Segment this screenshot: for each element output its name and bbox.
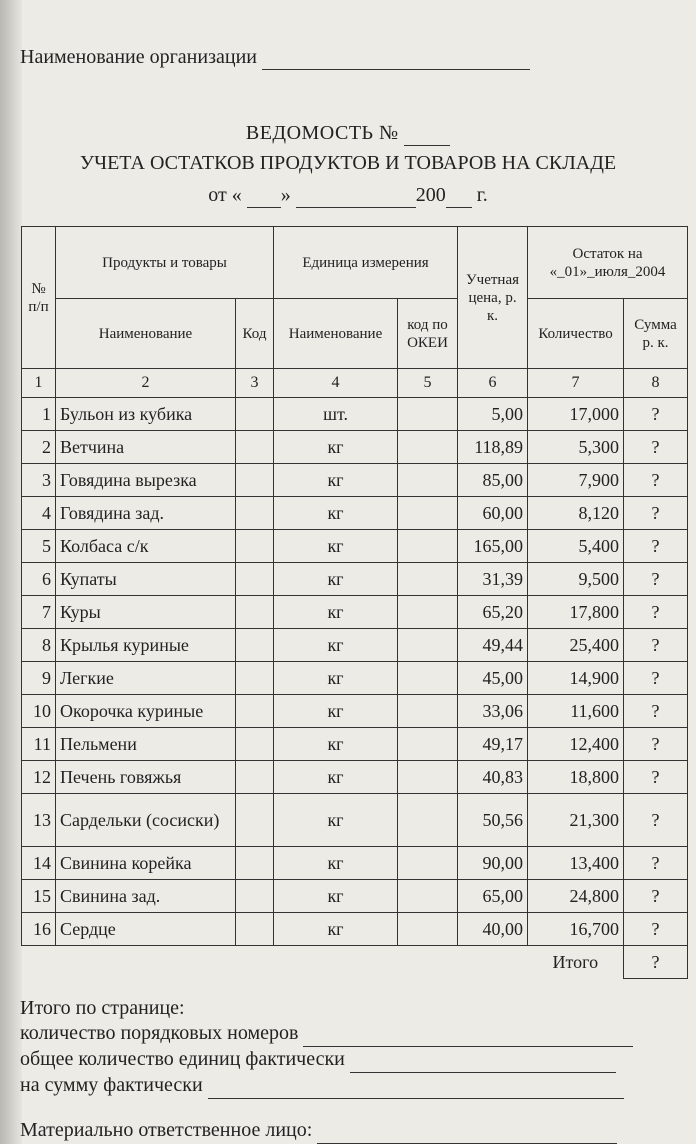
- cell-product-name: Ветчина: [56, 431, 236, 464]
- cell-rownum: 1: [22, 398, 56, 431]
- cell-okei: [398, 847, 458, 880]
- table-row: [22, 913, 688, 946]
- footer-block: [20, 996, 633, 1099]
- cell-product-name: Окорочка куриные: [56, 695, 236, 728]
- cell-okei: [398, 629, 458, 662]
- cell-price: 49,17: [458, 728, 528, 761]
- cell-rownum: 16: [22, 913, 56, 946]
- cell-quantity: 16,700: [528, 913, 624, 946]
- cell-okei: [398, 794, 458, 847]
- document-title: ВЕДОМОСТЬ №: [0, 122, 696, 146]
- table-row: [22, 662, 688, 695]
- cell-product-name: Пельмени: [56, 728, 236, 761]
- cell-unit: кг: [274, 880, 398, 913]
- cell-quantity: 25,400: [528, 629, 624, 662]
- cell-sum: ?: [624, 596, 688, 629]
- cell-sum: ?: [624, 695, 688, 728]
- cell-rownum: 3: [22, 464, 56, 497]
- cell-quantity: 13,400: [528, 847, 624, 880]
- cell-quantity: 7,900: [528, 464, 624, 497]
- cell-okei: [398, 398, 458, 431]
- cell-sum: ?: [624, 530, 688, 563]
- total-row: [22, 946, 688, 979]
- cell-okei: [398, 563, 458, 596]
- cell-product-name: Куры: [56, 596, 236, 629]
- table-row: [22, 880, 688, 913]
- cell-code: [236, 662, 274, 695]
- cell-rownum: 13: [22, 794, 56, 847]
- organization-blank: [262, 46, 530, 70]
- cell-sum: ?: [624, 847, 688, 880]
- cell-unit: кг: [274, 695, 398, 728]
- cell-price: 60,00: [458, 497, 528, 530]
- header-unit-name: Наименование: [274, 299, 398, 369]
- cell-rownum: 8: [22, 629, 56, 662]
- cell-quantity: 8,120: [528, 497, 624, 530]
- cell-unit: кг: [274, 847, 398, 880]
- cell-sum: ?: [624, 398, 688, 431]
- cell-unit: кг: [274, 794, 398, 847]
- cell-sum: ?: [624, 913, 688, 946]
- organization-line: [20, 46, 530, 70]
- cell-product-name: Говядина зад.: [56, 497, 236, 530]
- cell-product-name: Говядина вырезка: [56, 464, 236, 497]
- cell-sum: ?: [624, 794, 688, 847]
- cell-product-name: Купаты: [56, 563, 236, 596]
- cell-okei: [398, 761, 458, 794]
- table-row: [22, 530, 688, 563]
- cell-price: 118,89: [458, 431, 528, 464]
- cell-quantity: 9,500: [528, 563, 624, 596]
- cell-code: [236, 880, 274, 913]
- cell-sum: ?: [624, 629, 688, 662]
- header-quantity: Количество: [528, 299, 624, 369]
- header-products: Продукты и товары: [56, 227, 274, 299]
- cell-price: 165,00: [458, 530, 528, 563]
- cell-price: 85,00: [458, 464, 528, 497]
- cell-rownum: 12: [22, 761, 56, 794]
- footer-row-count: количество порядковых номеров: [20, 1021, 633, 1047]
- cell-okei: [398, 464, 458, 497]
- document-subtitle: УЧЕТА ОСТАТКОВ ПРОДУКТОВ И ТОВАРОВ НА СКЛАДЕ: [79, 152, 617, 174]
- cell-quantity: 21,300: [528, 794, 624, 847]
- table-row: [22, 629, 688, 662]
- cell-product-name: Печень говяжья: [56, 761, 236, 794]
- footer-unit-count: общее количество единиц фактически: [20, 1047, 633, 1073]
- cell-sum: ?: [624, 464, 688, 497]
- footer-page-total: Итого по странице:: [20, 997, 185, 1019]
- cell-okei: [398, 662, 458, 695]
- cell-rownum: 10: [22, 695, 56, 728]
- cell-product-name: Сардельки (сосиски): [56, 794, 236, 847]
- cell-rownum: 9: [22, 662, 56, 695]
- cell-quantity: 14,900: [528, 662, 624, 695]
- cell-quantity: 5,300: [528, 431, 624, 464]
- cell-code: [236, 761, 274, 794]
- cell-rownum: 2: [22, 431, 56, 464]
- cell-quantity: 24,800: [528, 880, 624, 913]
- cell-sum: ?: [624, 728, 688, 761]
- table-row: [22, 497, 688, 530]
- cell-sum: ?: [624, 880, 688, 913]
- cell-okei: [398, 880, 458, 913]
- table-body: [22, 398, 688, 946]
- cell-product-name: Свинина корейка: [56, 847, 236, 880]
- header-rownum: № п/п: [22, 227, 56, 369]
- cell-unit: кг: [274, 596, 398, 629]
- cell-price: 65,00: [458, 880, 528, 913]
- cell-code: [236, 464, 274, 497]
- cell-price: 90,00: [458, 847, 528, 880]
- cell-okei: [398, 530, 458, 563]
- cell-rownum: 4: [22, 497, 56, 530]
- cell-unit: шт.: [274, 398, 398, 431]
- cell-rownum: 7: [22, 596, 56, 629]
- cell-sum: ?: [624, 497, 688, 530]
- cell-code: [236, 913, 274, 946]
- cell-code: [236, 563, 274, 596]
- header-product-name: Наименование: [56, 299, 236, 369]
- cell-price: 49,44: [458, 629, 528, 662]
- cell-product-name: Легкие: [56, 662, 236, 695]
- column-number-row: 1 2 3 4 5 6 7 8: [22, 369, 688, 398]
- cell-price: 40,83: [458, 761, 528, 794]
- cell-code: [236, 695, 274, 728]
- cell-unit: кг: [274, 913, 398, 946]
- table-row: [22, 728, 688, 761]
- cell-rownum: 6: [22, 563, 56, 596]
- cell-unit: кг: [274, 728, 398, 761]
- cell-code: [236, 847, 274, 880]
- responsible-line: Материально ответственное лицо:: [20, 1118, 617, 1144]
- table-row: [22, 761, 688, 794]
- cell-okei: [398, 728, 458, 761]
- total-label: Итого: [552, 951, 599, 972]
- cell-quantity: 11,600: [528, 695, 624, 728]
- cell-unit: кг: [274, 431, 398, 464]
- cell-price: 31,39: [458, 563, 528, 596]
- header-balance: Остаток на «_01»_июля_2004: [528, 227, 688, 299]
- header-unit: Единица измерения: [274, 227, 458, 299]
- document-number-blank: [404, 122, 450, 146]
- cell-product-name: Свинина зад.: [56, 880, 236, 913]
- cell-code: [236, 794, 274, 847]
- cell-price: 5,00: [458, 398, 528, 431]
- table-row: [22, 596, 688, 629]
- header-price: Учетная цена, р. к.: [458, 227, 528, 369]
- cell-product-name: Бульон из кубика: [56, 398, 236, 431]
- cell-quantity: 5,400: [528, 530, 624, 563]
- cell-rownum: 15: [22, 880, 56, 913]
- cell-price: 65,20: [458, 596, 528, 629]
- cell-unit: кг: [274, 497, 398, 530]
- cell-unit: кг: [274, 761, 398, 794]
- table-row: [22, 794, 688, 847]
- day-blank: [247, 184, 281, 208]
- table-row: [22, 847, 688, 880]
- header-code: Код: [236, 299, 274, 369]
- cell-sum: ?: [624, 431, 688, 464]
- cell-price: 33,06: [458, 695, 528, 728]
- cell-sum: ?: [624, 662, 688, 695]
- stock-table: [21, 226, 688, 979]
- year-blank: [446, 184, 472, 208]
- cell-code: [236, 431, 274, 464]
- cell-rownum: 14: [22, 847, 56, 880]
- cell-price: 40,00: [458, 913, 528, 946]
- cell-unit: кг: [274, 563, 398, 596]
- cell-unit: кг: [274, 464, 398, 497]
- cell-sum: ?: [624, 563, 688, 596]
- total-sum: ?: [624, 946, 688, 979]
- table-row: [22, 464, 688, 497]
- cell-code: [236, 596, 274, 629]
- table-row: [22, 398, 688, 431]
- cell-product-name: Колбаса с/к: [56, 530, 236, 563]
- cell-code: [236, 728, 274, 761]
- table-row: [22, 695, 688, 728]
- cell-code: [236, 629, 274, 662]
- table-row: [22, 431, 688, 464]
- cell-price: 50,56: [458, 794, 528, 847]
- header-okei: код по ОКЕИ: [398, 299, 458, 369]
- footer-sum: на сумму фактически: [20, 1073, 633, 1099]
- cell-product-name: Сердце: [56, 913, 236, 946]
- cell-okei: [398, 913, 458, 946]
- month-blank: [296, 184, 416, 208]
- cell-price: 45,00: [458, 662, 528, 695]
- cell-quantity: 17,800: [528, 596, 624, 629]
- cell-quantity: 18,800: [528, 761, 624, 794]
- date-line: от « » 200 г.: [208, 184, 488, 206]
- cell-quantity: 17,000: [528, 398, 624, 431]
- cell-okei: [398, 695, 458, 728]
- cell-unit: кг: [274, 629, 398, 662]
- cell-okei: [398, 497, 458, 530]
- cell-unit: кг: [274, 662, 398, 695]
- cell-okei: [398, 596, 458, 629]
- header-sum: Сумма р. к.: [624, 299, 688, 369]
- cell-rownum: 5: [22, 530, 56, 563]
- cell-sum: ?: [624, 761, 688, 794]
- table-row: [22, 563, 688, 596]
- cell-unit: кг: [274, 530, 398, 563]
- cell-quantity: 12,400: [528, 728, 624, 761]
- cell-rownum: 11: [22, 728, 56, 761]
- cell-okei: [398, 431, 458, 464]
- organization-label: Наименование организации: [20, 46, 257, 68]
- cell-code: [236, 530, 274, 563]
- cell-product-name: Крылья куриные: [56, 629, 236, 662]
- cell-code: [236, 398, 274, 431]
- cell-code: [236, 497, 274, 530]
